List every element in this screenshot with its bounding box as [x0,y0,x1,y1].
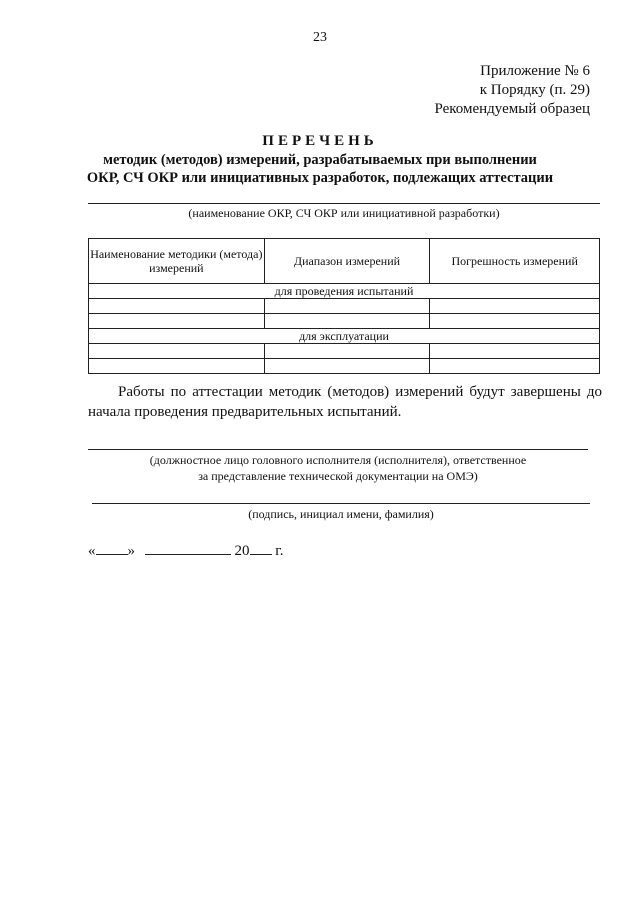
official-caption-line-2: за представление технической документации на ОМЭ) [198,469,478,483]
methods-table [88,238,600,374]
date-close-quote: » [127,543,135,559]
table-row [89,344,600,359]
table-cell [430,299,600,314]
official-caption [88,452,588,484]
page-number: 23 [313,30,327,45]
table-cell [89,344,265,359]
document-subtitle [40,151,600,187]
table-header-row [89,239,600,284]
table-cell [264,314,430,329]
table-cell [89,299,265,314]
appendix-block [434,62,590,119]
table-row [89,359,600,374]
official-line [88,449,588,450]
year-blank [250,540,272,555]
table-row [89,314,600,329]
date-line [88,540,283,560]
document-title: ПЕРЕЧЕНЬ [262,133,378,149]
table-cell [430,344,600,359]
table-cell [430,314,600,329]
table-cell [430,359,600,374]
subtitle-line-2: ОКР, СЧ ОКР или инициативных разработок, подлежащих аттестации [86,170,554,186]
header-error: Погрешность измерений [430,239,600,284]
section-label-operation: для эксплуатации [89,329,600,344]
subtitle-line-1: методик (методов) измерений, разрабатываемых при выполнении [103,152,537,168]
table-cell [264,359,430,374]
table-cell [89,314,265,329]
month-blank [145,540,231,555]
date-open-quote: « [88,543,96,559]
header-range: Диапазон измерений [264,239,430,284]
year-prefix: 20 [234,543,250,559]
table-cell [89,359,265,374]
section-label-testing: для проведения испытаний [89,284,600,299]
work-name-line [88,203,600,204]
signature-caption: (подпись, инициал имени, фамилия) [248,507,434,521]
official-caption-line-1: (должностное лицо головного исполнителя (исполнителя), ответственное [149,453,527,467]
table-cell [264,299,430,314]
appendix-sample-note: Рекомендуемый образец [434,101,590,117]
table-row [89,299,600,314]
section-row-operation [89,329,600,344]
day-blank [96,540,128,555]
year-suffix: г. [275,543,284,559]
table-cell [264,344,430,359]
completion-statement: Работы по аттестации методик (методов) измерений будут завершены до начала проведения предварительных испытаний. [88,384,602,420]
section-row-testing [89,284,600,299]
signature-line [92,503,590,504]
appendix-number: Приложение № 6 [480,63,590,79]
work-name-caption: (наименование ОКР, СЧ ОКР или инициативной разработки) [188,206,500,220]
appendix-reference: к Порядку (п. 29) [479,82,590,98]
header-method-name: Наименование методики (метода) измерений [89,239,265,284]
